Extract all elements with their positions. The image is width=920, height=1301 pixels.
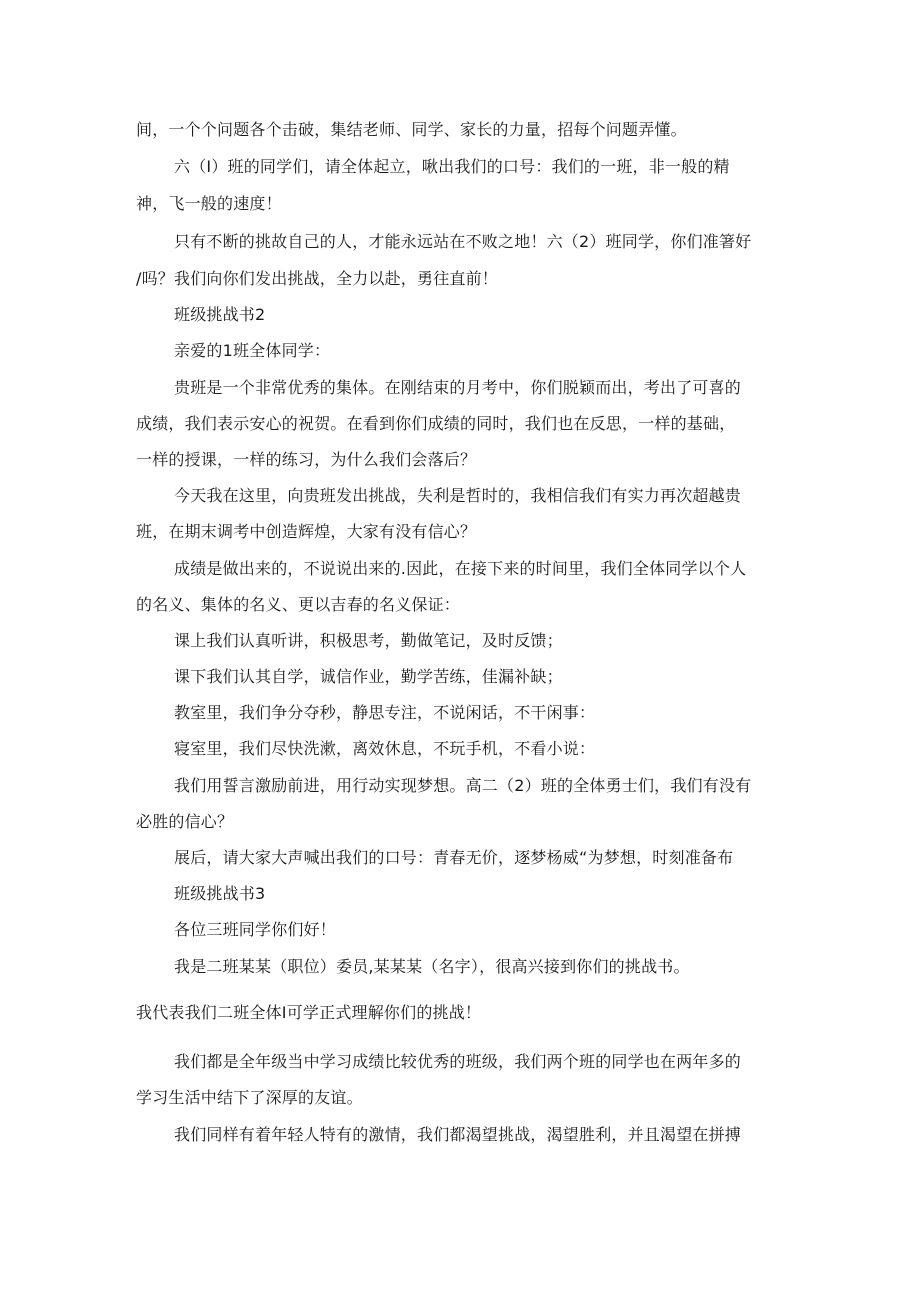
paragraph-line: 只有不断的挑故自己的人，才能永远站在不败之地！六（2）班同学，你们准箸好: [174, 232, 752, 251]
paragraph-line: 课下我们认其自学，诚信作业，勤学苦练，佳漏补缺；: [174, 667, 563, 686]
paragraph-line: /吗？我们向你们发出挑战，全力以赴，勇往直前！: [136, 269, 498, 288]
paragraph-line: 成绩是做出来的，不说说出来的.因此，在接下来的时间里，我们全体同学以个人: [174, 559, 747, 578]
paragraph-line: 贵班是一个非常优秀的集体。在刚结束的月考中，你们脱颖而出，考出了可喜的: [174, 378, 742, 397]
paragraph-line: 展后，请大家大声喊出我们的口号：青春无价，逐梦杨威“为梦想，时刻准备布: [174, 848, 734, 867]
salutation-line: 亲爱的1班全体同学：: [174, 341, 331, 360]
section-heading: 班级挑战书3: [174, 884, 266, 903]
paragraph-line: 我是二班某某（职位）委员,某某某（名字），很高兴接到你们的挑战书。: [174, 957, 690, 976]
paragraph-line: 必胜的信心？: [136, 812, 234, 831]
paragraph-line: 今天我在这里，向贵班发出挑战，失利是哲时的，我相信我们有实力再次超越贵: [174, 486, 742, 505]
section-heading: 班级挑战书2: [174, 305, 266, 324]
paragraph-line: 六（I）班的同学们，请全体起立，啾出我们的口号：我们的一班，非一般的精: [174, 157, 730, 176]
paragraph-line: 神，飞一般的速度！: [136, 194, 282, 213]
salutation-line: 各位三班同学你们好！: [174, 920, 337, 939]
paragraph-line: 教室里，我们争分夺秒，静思专注，不说闲话，不干闲事：: [174, 703, 596, 722]
paragraph-line: 一样的授课，一样的练习，为什么我们会落后？: [136, 450, 477, 469]
paragraph-line: 课上我们认真听讲，积极思考，勤做笔记，及时反馈；: [174, 631, 563, 650]
paragraph-line: 成绩，我们表示安心的祝贺。在看到你们成绩的同时，我们也在反思，一样的基础，: [136, 414, 736, 433]
paragraph-line: 我们都是全年级当中学习成绩比较优秀的班级，我们两个班的同学也在两年多的: [174, 1052, 742, 1071]
paragraph-line: 班，在期末调考中创造辉煌，大家有没有信心？: [136, 522, 477, 541]
paragraph-line: 的名义、集体的名义、更以吉春的名义保证：: [136, 595, 461, 614]
paragraph-line: 我们用誓言激励前进，用行动实现梦想。高二（2）班的全体勇士们，我们有没有: [174, 776, 752, 795]
paragraph-line: 我们同样有着年轻人特有的激情，我们都渴望挑战，渴望胜利，并且渴望在拼搏: [174, 1125, 742, 1144]
paragraph-line: 寝室里，我们尽快洗漱，离效休息，不玩手机，不看小说：: [174, 739, 596, 758]
paragraph-line: 间，一个个问题各个击破，集结老师、同学、家长的力量，招每个问题弄懂。: [136, 120, 687, 139]
paragraph-line: 学习生活中结下了深厚的友谊。: [136, 1088, 363, 1107]
paragraph-line: 我代表我们二班全体I可学正式理解你们的挑战！: [136, 1003, 482, 1022]
